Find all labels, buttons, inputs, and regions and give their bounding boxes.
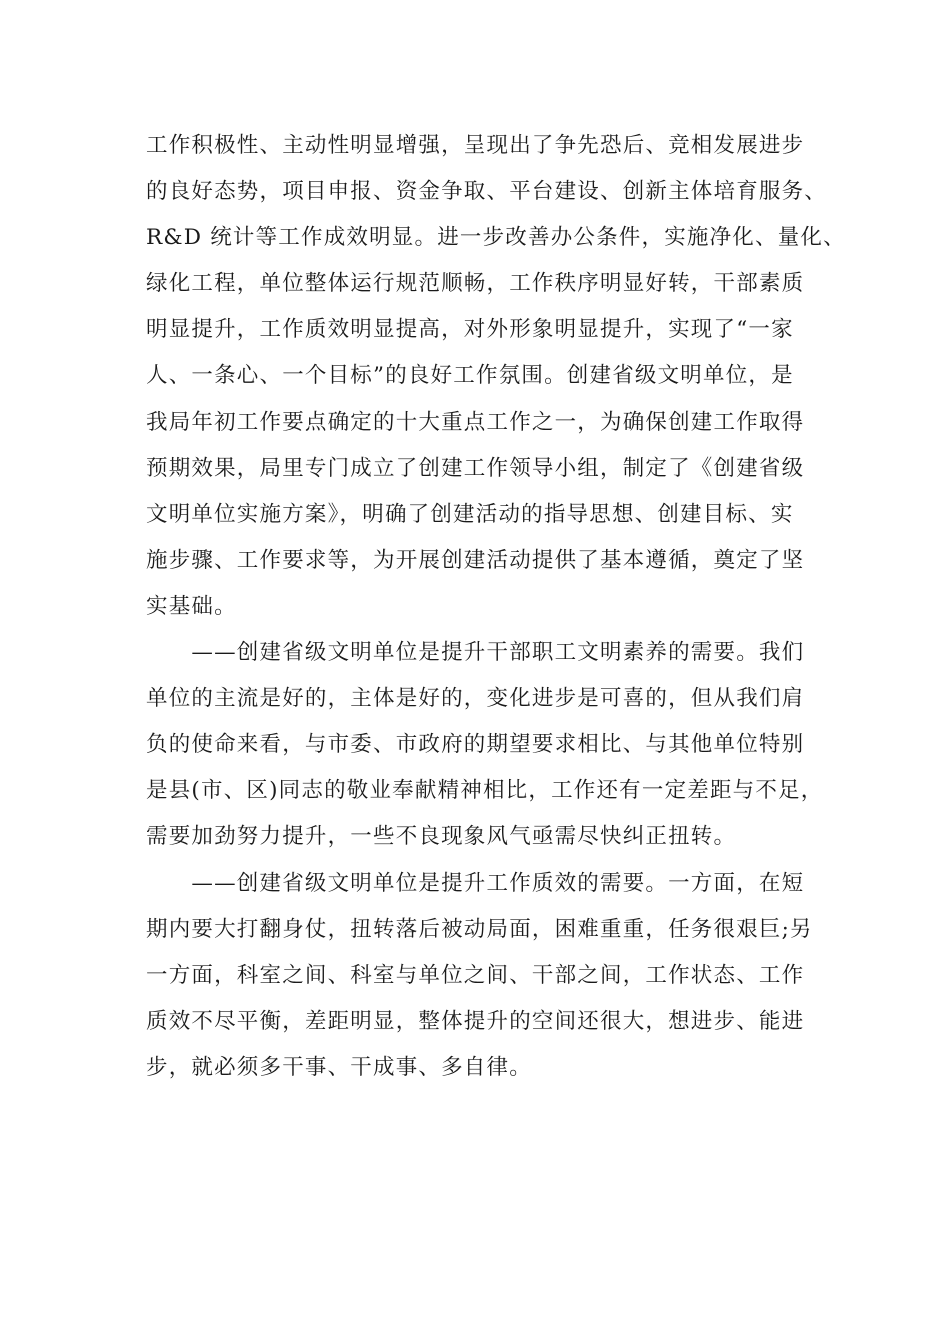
text-line: ——创建省级文明单位是提升干部职工文明素养的需要。我们 <box>146 640 805 666</box>
text-line: 绿化工程，单位整体运行规范顺畅，工作秩序明显好转，干部素质 <box>146 271 805 297</box>
text-line: ——创建省级文明单位是提升工作质效的需要。一方面，在短 <box>146 870 805 896</box>
text-line: R&D 统计等工作成效明显。进一步改善办公条件，实施净化、量化、 <box>146 225 846 251</box>
text-line: 工作积极性、主动性明显增强，呈现出了争先恐后、竞相发展进步 <box>146 133 805 158</box>
text-line: 需要加劲努力提升，一些不良现象风气亟需尽快纠正扭转。 <box>146 824 737 850</box>
text-line: 单位的主流是好的，主体是好的，变化进步是可喜的，但从我们肩 <box>146 686 805 712</box>
text-line: 施步骤、工作要求等，为开展创建活动提供了基本遵循，奠定了坚 <box>146 547 805 573</box>
text-line: 的良好态势，项目申报、资金争取、平台建设、创新主体培育服务、 <box>146 179 828 205</box>
text-line: 期内要大打翻身仗，扭转落后被动局面，困难重重，任务很艰巨;另 <box>146 916 813 942</box>
text-line: 明显提升，工作质效明显提高，对外形象明显提升，实现了“一家 <box>146 317 794 343</box>
text-line: 步，就必须多干事、干成事、多自律。 <box>146 1054 532 1080</box>
text-line: 质效不尽平衡，差距明显，整体提升的空间还很大，想进步、能进 <box>146 1008 805 1034</box>
text-line: 文明单位实施方案》，明确了创建活动的指导思想、创建目标、实 <box>146 501 794 527</box>
paragraph <box>146 123 846 630</box>
paragraph <box>146 861 813 1091</box>
text-line: 实基础。 <box>146 593 237 619</box>
text-line: 负的使命来看，与市委、市政府的期望要求相比、与其他单位特别 <box>146 732 805 758</box>
text-line: 一方面，科室之间、科室与单位之间、干部之间，工作状态、工作 <box>146 962 805 988</box>
text-line: 人、一条心、一个目标”的良好工作氛围。创建省级文明单位，是 <box>146 363 794 389</box>
paragraph <box>146 630 824 860</box>
text-line: 预期效果，局里专门成立了创建工作领导小组，制定了《创建省级 <box>146 455 805 481</box>
text-line: 我局年初工作要点确定的十大重点工作之一，为确保创建工作取得 <box>146 409 805 435</box>
text-line: 是县(市、区)同志的敬业奉献精神相比，工作还有一定差距与不足， <box>146 778 824 804</box>
document-body <box>146 123 846 1091</box>
